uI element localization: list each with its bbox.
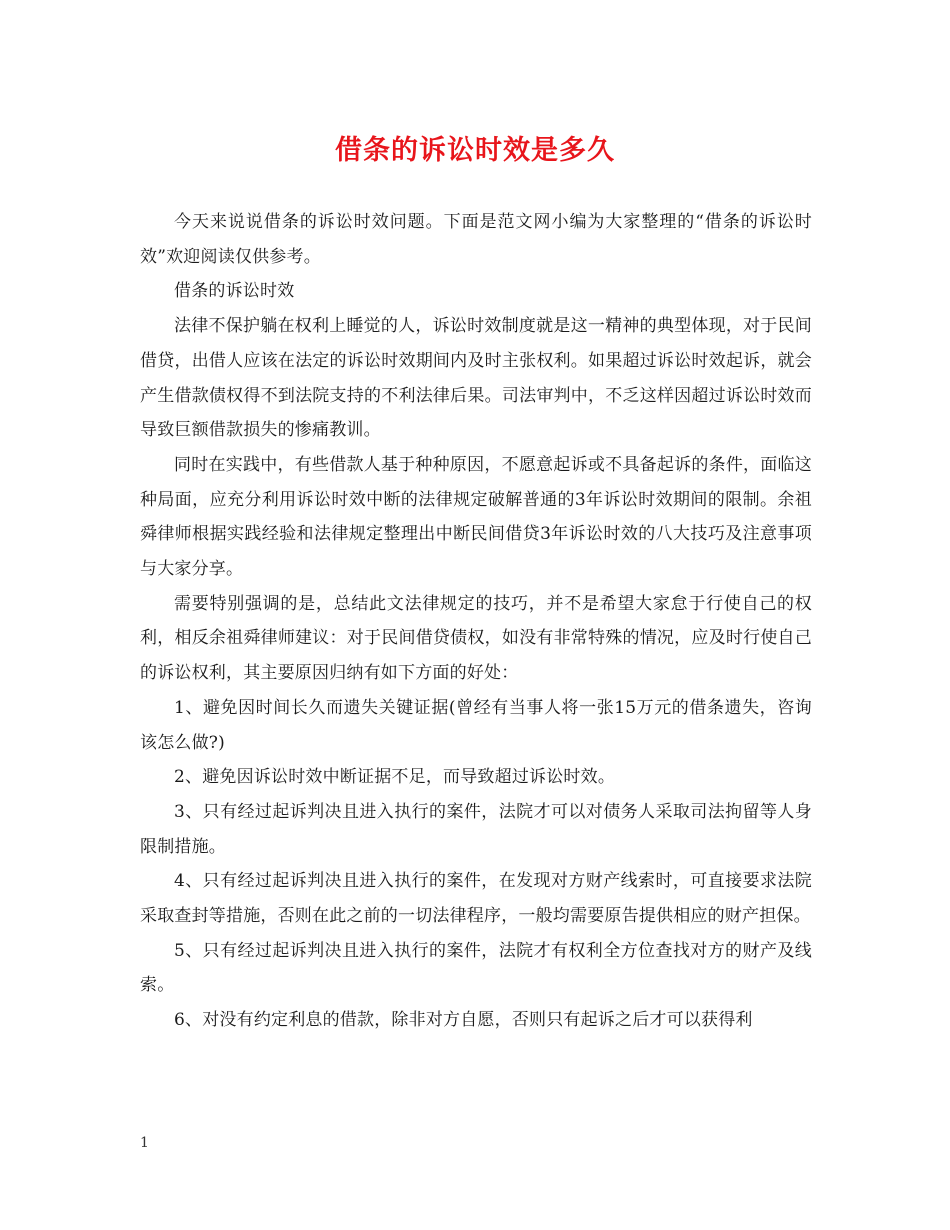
body-paragraph: 同时在实践中，有些借款人基于种种原因，不愿意起诉或不具备起诉的条件，面临这种局面，应充分利用诉讼时效中断的法律规定破解普通的3年诉讼时效期间的限制。余祖舜律师根据实践经验和法律规定整理出中断民间借贷3年诉讼时效的八大技巧及注意事项与大家分享。 bbox=[140, 454, 812, 580]
list-item: 3、只有经过起诉判决且进入执行的案件，法院才可以对债务人采取司法拘留等人身限制措施。 bbox=[140, 801, 812, 857]
list-item: 4、只有经过起诉判决且进入执行的案件，在发现对方财产线索时，可直接要求法院采取查封等措施，否则在此之前的一切法律程序，一般均需要原告提供相应的财产担保。 bbox=[140, 871, 812, 927]
list-item: 2、避免因诉讼时效中断证据不足，而导致超过诉讼时效。 bbox=[174, 767, 616, 788]
section-heading: 借条的诉讼时效 bbox=[174, 281, 295, 302]
list-item: 5、只有经过起诉判决且进入执行的案件，法院才有权利全方位查找对方的财产及线索。 bbox=[140, 940, 812, 996]
body-paragraph: 法律不保护躺在权利上睡觉的人，诉讼时效制度就是这一精神的典型体现，对于民间借贷，出借人应该在法定的诉讼时效期间内及时主张权利。如果超过诉讼时效起诉，就会产生借款债权得不到法院支持的不利法律后果。司法审判中，不乏这样因超过诉讼时效而导致巨额借款损失的惨痛教训。 bbox=[140, 316, 812, 441]
list-item: 6、对没有约定利息的借款，除非对方自愿，否则只有起诉之后才可以获得利 bbox=[174, 1010, 753, 1031]
body-paragraph: 需要特别强调的是，总结此文法律规定的技巧，并不是希望大家怠于行使自己的权利，相反余祖舜律师建议：对于民间借贷债权，如没有非常特殊的情况，应及时行使自己的诉讼权利，其主要原因归纳有如下方面的好处： bbox=[140, 593, 812, 684]
intro-paragraph: 今天来说说借条的诉讼时效问题。下面是范文网小编为大家整理的“借条的诉讼时效”欢迎阅读仅供参考。 bbox=[140, 212, 812, 267]
page-number: 1 bbox=[140, 1135, 149, 1151]
document-body bbox=[140, 205, 812, 1038]
document-title: 借条的诉讼时效是多久 bbox=[335, 135, 615, 166]
list-item: 1、避免因时间长久而遗失关键证据(曾经有当事人将一张15万元的借条遗失，咨询该怎么做?) bbox=[140, 697, 812, 753]
